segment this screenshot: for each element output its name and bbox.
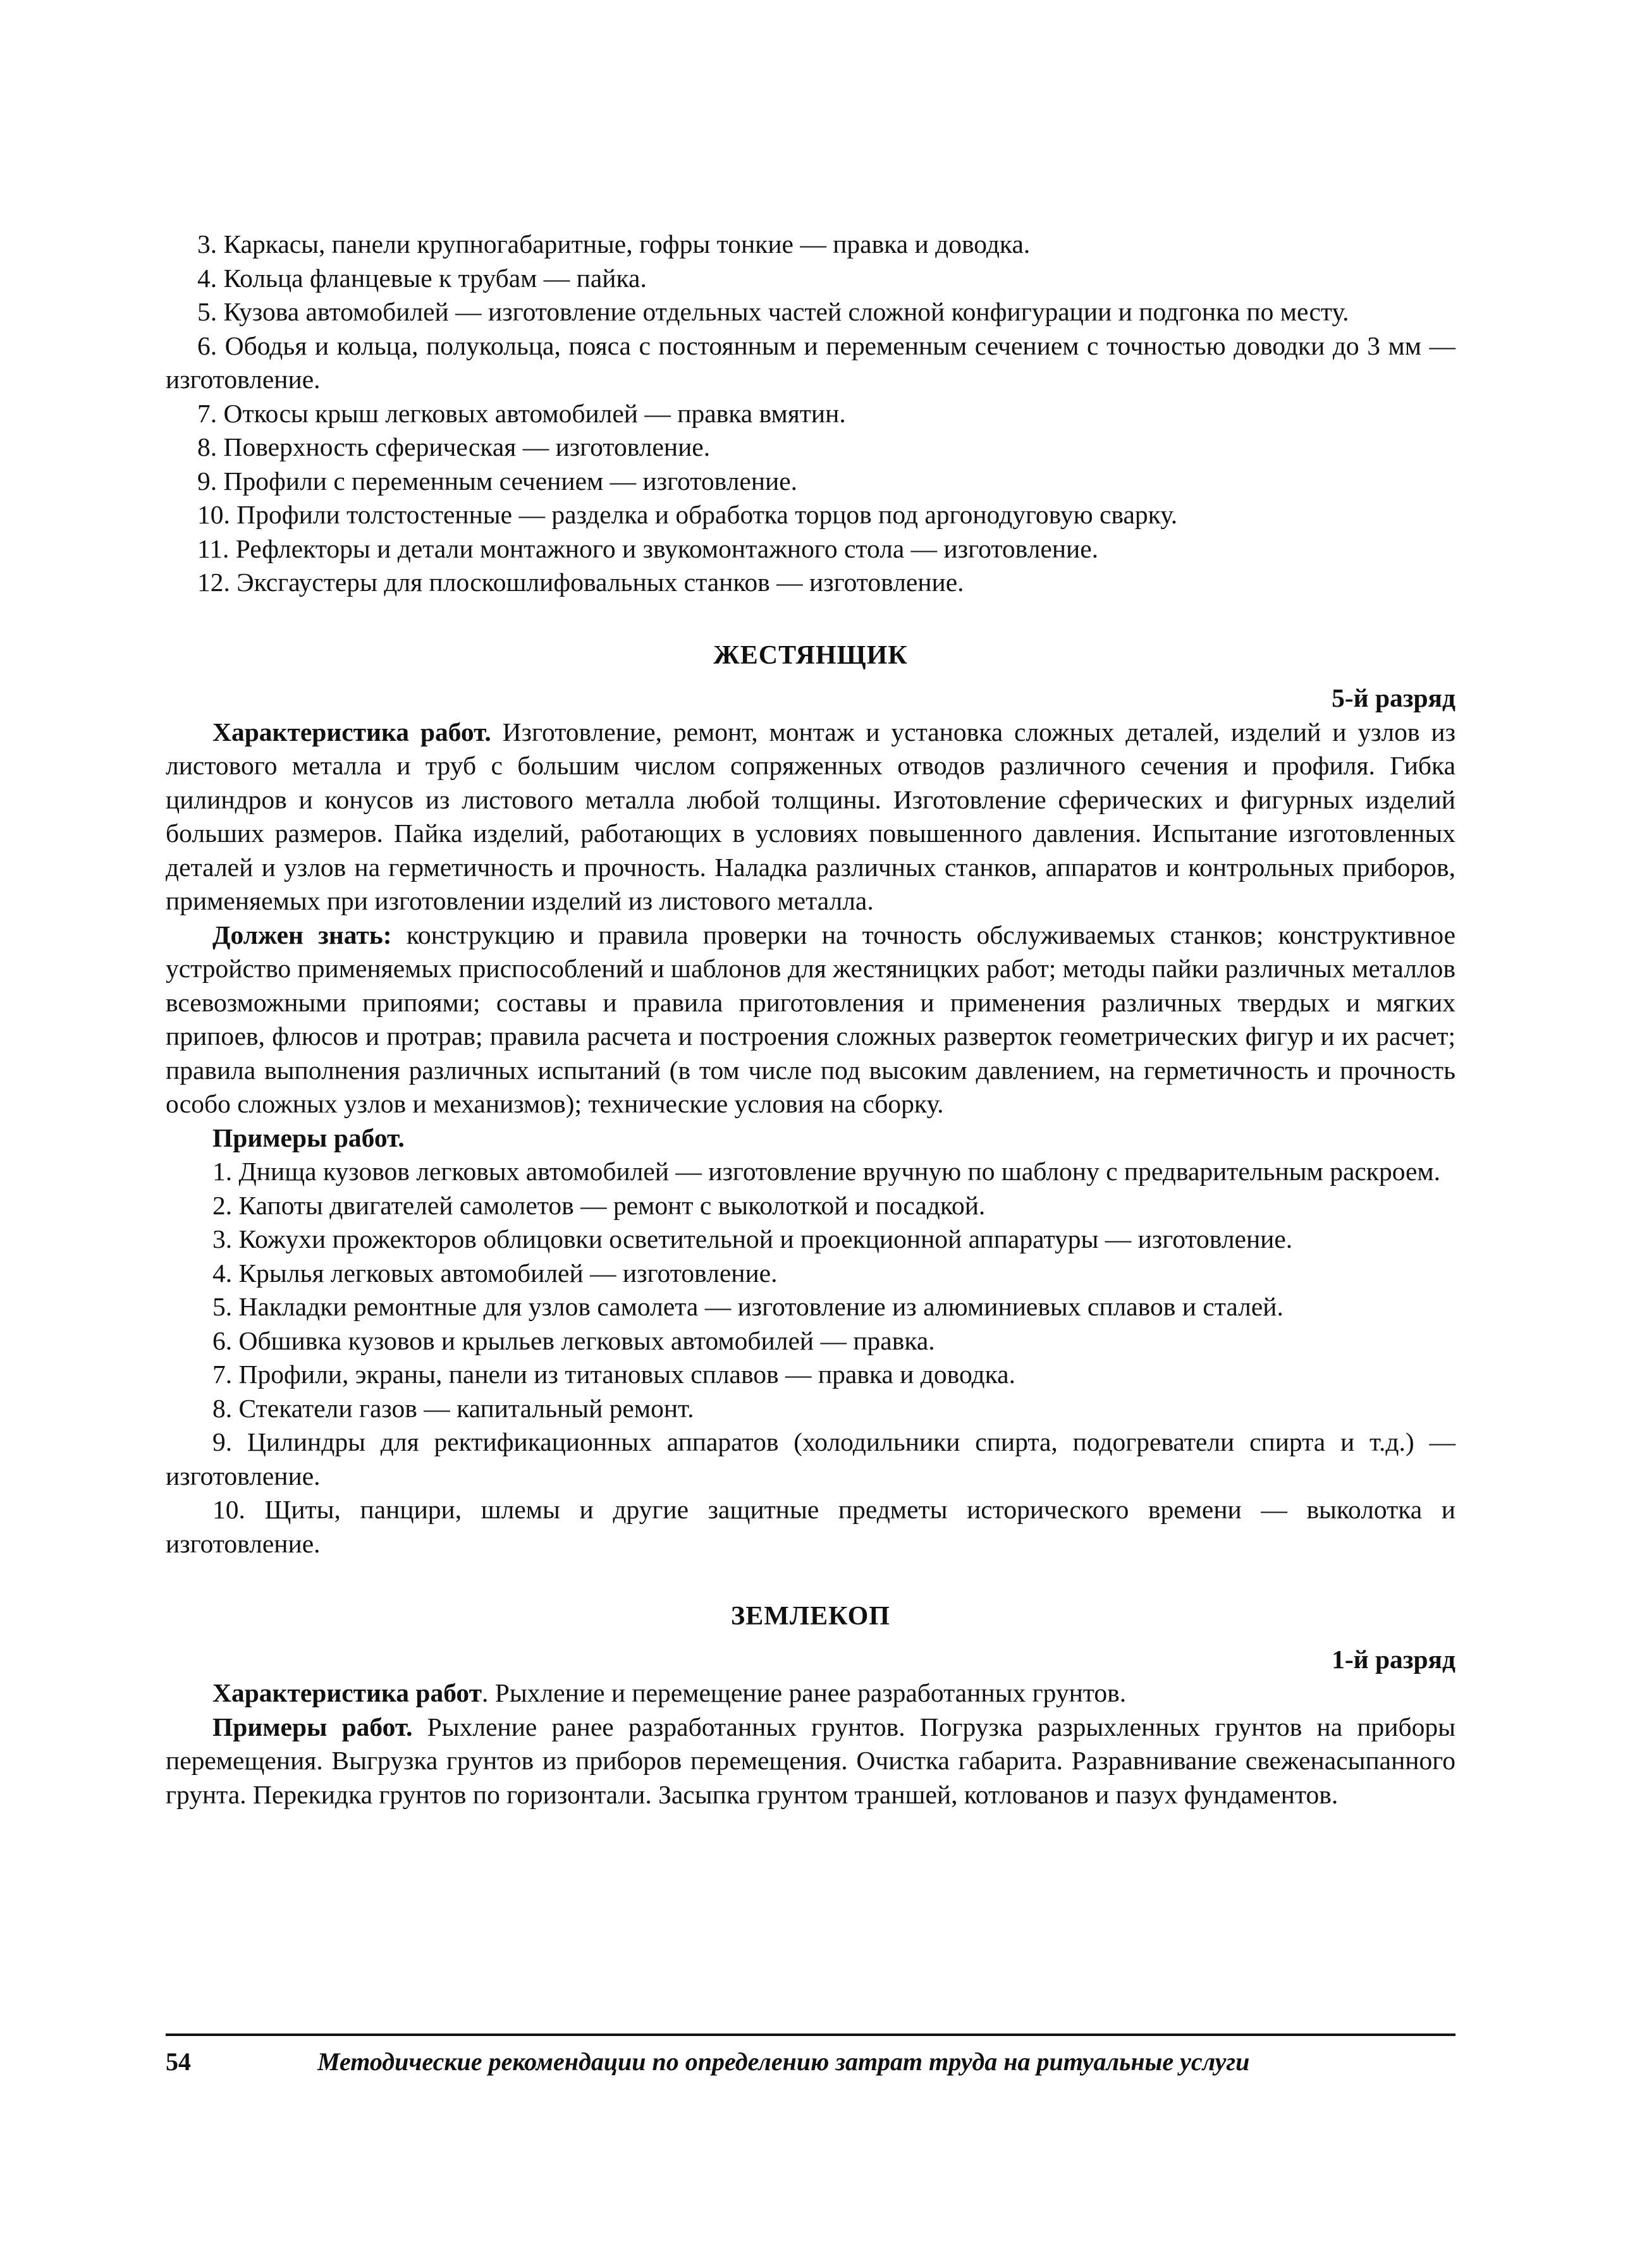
knowledge-text: конструкцию и правила проверки на точность обслуживаемых станков; конструктивное устройство применяемых приспособлений и шаблонов для жестяницких работ; методы пайки различных металлов всевозможными припоями; составы и правила приготовления и применения различных твердых и мягких припоев, флюсов и протрав; правила расчета и построения сложных разверток геометрических фигур и их расчет; правила выполнения различных испытаний (в том числе под высоким давлением, на герметичность и прочность особо сложных узлов и механизмов); технические условия на сборку.	[166, 920, 1456, 1118]
list-item: 5. Кузова автомобилей — изготовление отдельных частей сложной конфигурации и подгонка по месту.	[197, 297, 1349, 326]
grade-label: 1-й разряд	[1332, 1644, 1455, 1674]
examples-paragraph	[166, 1710, 1455, 1812]
list-item: 6. Ободья и кольца, полукольца, пояса с постоянным и переменным сечением с точностью доводки до 3 мм — изготовление.	[166, 331, 1455, 394]
characteristic-paragraph	[166, 1676, 1455, 1710]
list-item: 5. Накладки ремонтные для узлов самолета — изготовление из алюминиевых сплавов и сталей.	[212, 1292, 1284, 1321]
list-item: 8. Поверхность сферическая — изготовление.	[197, 432, 711, 461]
examples-list	[166, 1155, 1455, 1561]
page-number: 54	[166, 2047, 191, 2076]
document-page	[166, 228, 1455, 1812]
page-footer	[166, 2033, 1455, 2078]
footer-title: Методические рекомендации по определению затрат труда на ритуальные услуги	[317, 2047, 1250, 2076]
list-item: 6. Обшивка кузовов и крыльев легковых автомобилей — правка.	[212, 1326, 935, 1355]
list-item: 10. Щиты, панцири, шлемы и другие защитные предметы исторического времени — выколотка и изготовление.	[166, 1495, 1455, 1558]
characteristic-text: Изготовление, ремонт, монтаж и установка сложных деталей, изделий и узлов из листового металла и труб с большим числом сопряженных отводов различного сечения и профиля. Гибка цилиндров и конусов из листового металла любой толщины. Изготовление сферических и фигурных изделий больших размеров. Пайка изделий, работающих в условиях повышенного давления. Испытание изготовленных деталей и узлов на герметичность и прочность. Наладка различных станков, аппаратов и контрольных приборов, применяемых при изготовлении изделий из листового металла.	[166, 717, 1455, 915]
list-item: 3. Каркасы, панели крупногабаритные, гофры тонкие — правка и доводка.	[197, 229, 1031, 259]
top-list	[166, 228, 1455, 600]
list-item: 1. Днища кузовов легковых автомобилей — изготовление вручную по шаблону с предварительным раскроем.	[212, 1157, 1441, 1186]
knowledge-paragraph	[166, 918, 1455, 1121]
list-item: 12. Эксгаустеры для плоскошлифовальных станков — изготовление.	[197, 568, 964, 597]
list-item: 4. Крылья легковых автомобилей — изготовление.	[212, 1258, 778, 1288]
list-item: 3. Кожухи прожекторов облицовки осветительной и проекционной аппаратуры — изготовление.	[212, 1224, 1293, 1253]
knowledge-label: Должен знать:	[212, 920, 392, 949]
list-item: 10. Профили толстостенные — разделка и обработка торцов под аргонодуговую сварку.	[197, 500, 1178, 529]
examples-label: Примеры работ.	[212, 1712, 413, 1741]
list-item: 2. Капоты двигателей самолетов — ремонт с выколоткой и посадкой.	[212, 1190, 986, 1220]
section-title-tinsmith: ЖЕСТЯНЩИК	[713, 640, 908, 670]
characteristic-text: . Рыхление и перемещение ранее разработанных грунтов.	[482, 1678, 1127, 1707]
section-title-digger: ЗЕМЛЕКОП	[731, 1602, 890, 1631]
list-item: 7. Профили, экраны, панели из титановых сплавов — правка и доводка.	[212, 1360, 1015, 1389]
list-item: 8. Стекатели газов — капитальный ремонт.	[212, 1393, 694, 1423]
list-item: 9. Цилиндры для ректификационных аппаратов (холодильники спирта, подогреватели спирта и т.д.) — изготовление.	[166, 1427, 1455, 1491]
list-item: 4. Кольца фланцевые к трубам — пайка.	[197, 263, 647, 293]
list-item: 9. Профили с переменным сечением — изготовление.	[197, 466, 798, 496]
characteristic-label: Характеристика работ	[212, 1678, 482, 1707]
examples-heading: Примеры работ.	[212, 1123, 405, 1152]
list-item: 7. Откосы крыш легковых автомобилей — правка вмятин.	[197, 398, 846, 428]
characteristic-paragraph	[166, 716, 1455, 918]
list-item: 11. Рефлекторы и детали монтажного и звукомонтажного стола — изготовление.	[197, 533, 1099, 563]
grade-label: 5-й разряд	[1332, 683, 1455, 712]
examples-text: Рыхление ранее разработанных грунтов. Погрузка разрыхленных грунтов на приборы перемещения. Выгрузка грунтов из приборов перемещения. Очистка габарита. Разравнивание свеженасыпанного грунта. Перекидка грунтов по горизонтали. Засыпка грунтом траншей, котлованов и пазух фундаментов.	[166, 1712, 1455, 1809]
characteristic-label: Характеристика работ.	[212, 717, 491, 747]
